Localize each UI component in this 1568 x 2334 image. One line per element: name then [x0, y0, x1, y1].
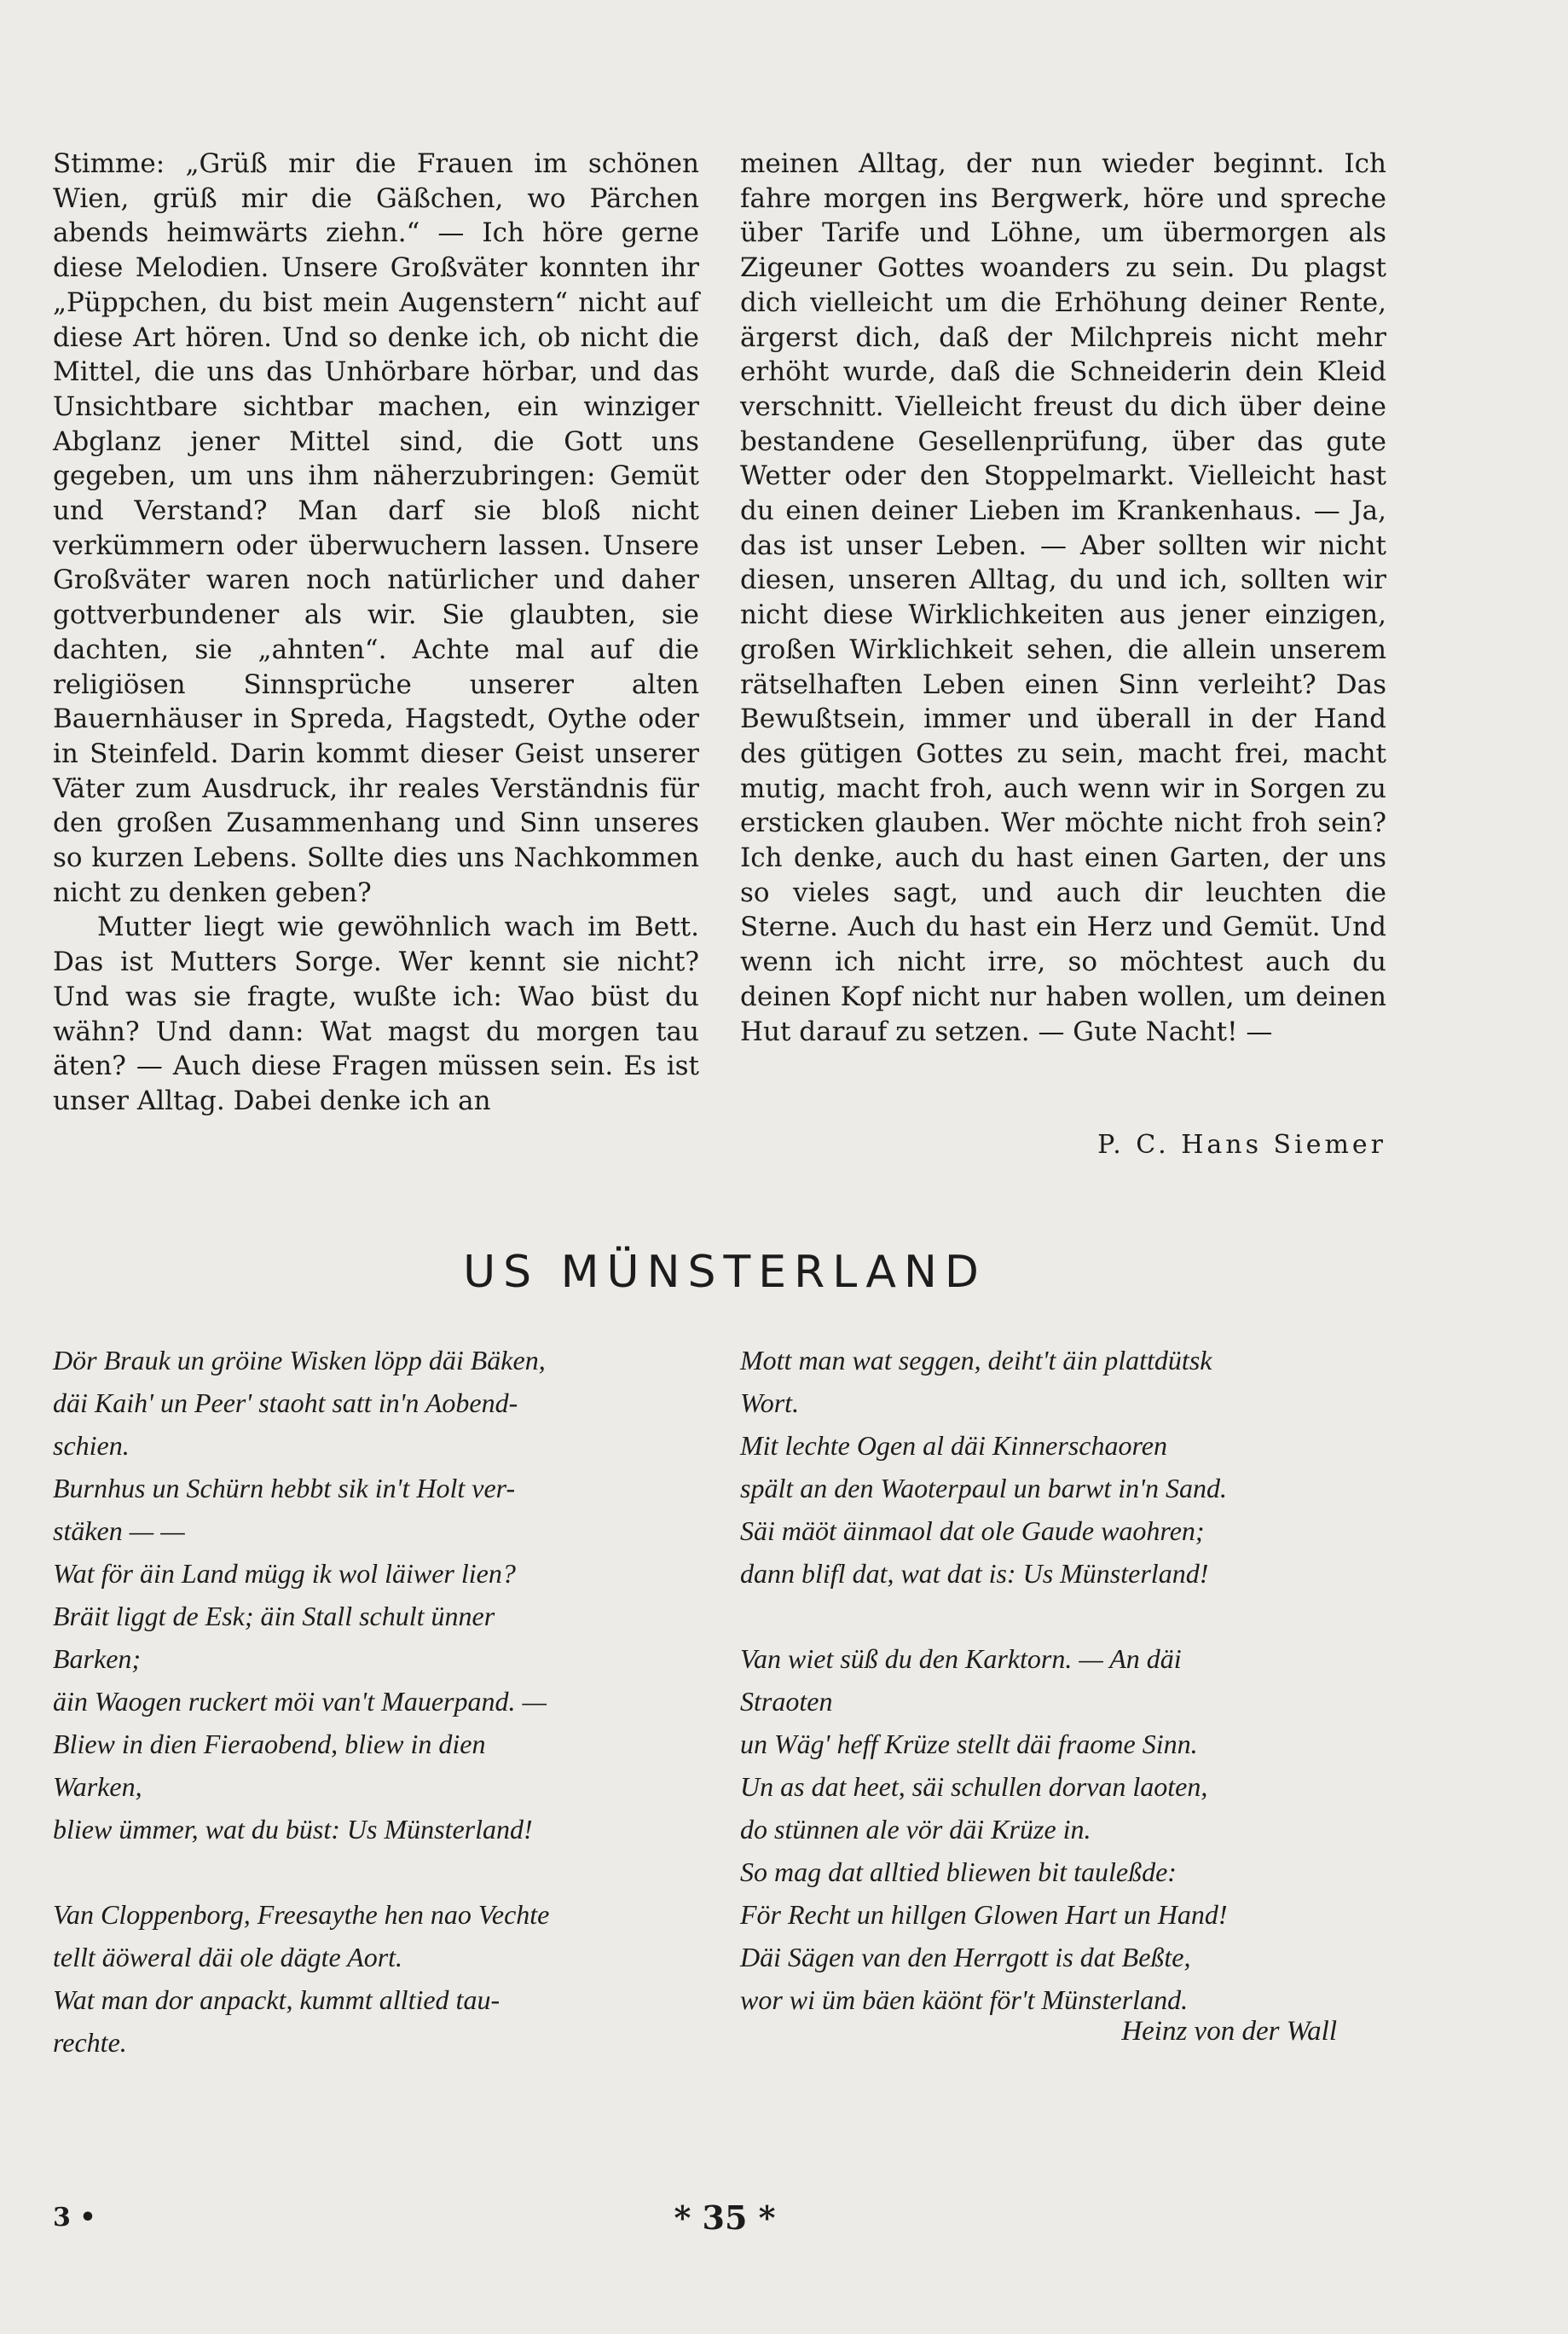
- page-number: * 35 *: [674, 2198, 776, 2237]
- poem-line: Un as dat heet, säi schullen dorvan laoten,: [740, 1771, 1208, 1802]
- article-paragraph: Mutter liegt wie gewöhnlich wach im Bett. Das ist Mutters Sorge. Wer kennt sie nicht? Und was sie fragte, wußte ich: Wao büst du wähn? Und dann: Wat magst du morgen tau äten? — Auch diese Fragen müssen sein. Es ist unser Alltag. Dabei denke ich an: [53, 912, 699, 1116]
- poem-stanza: [53, 1893, 699, 2064]
- article-paragraph: Stimme: „Grüß mir die Frauen im schönen Wien, grüß mir die Gäßchen, wo Pärchen abends heimwärts ziehn.“ — Ich höre gerne diese Melodien. Unsere Großväter konnten ihr „Püppchen, du bist mein Augenstern“ nicht auf diese Art hören. Und so denke ich, ob nicht die Mittel, die uns das Unhörbare hörbar, und das Unsichtbare sichtbar machen, ein winziger Abglanz jener Mittel sind, die Gott uns gegeben, um uns ihm näherzubringen: Gemüt und Verstand? Man darf sie bloß nicht verkümmern oder überwuchern lassen. Unsere Großväter waren noch natürlicher und daher gottverbundener als wir. Sie glaubten, sie dachten, sie „ahnten“. Achte mal auf die religiösen Sinnsprüche unserer alten Bauernhäuser in Spreda, Hagstedt, Oythe oder in Steinfeld. Darin kommt dieser Geist unserer Väter zum Ausdruck, ihr reales Verständnis für den großen Zusammenhang und Sinn unseres so kurzen Lebens. Sollte dies uns Nachkommen nicht zu denken geben?: [53, 148, 699, 908]
- poem-left-column: [53, 1339, 699, 2106]
- poem-line: Wat man dor anpackt, kummt alltied tau-: [53, 1984, 500, 2015]
- poem-stanza: [740, 1637, 1386, 2021]
- poem-line: Bräit liggt de Esk; äin Stall schult ünner: [53, 1601, 495, 1631]
- poem-title: US MÜNSTERLAND: [463, 1247, 987, 1298]
- poem-line: stäken — —: [53, 1515, 185, 1546]
- article-left-column: [53, 147, 699, 1119]
- poem-line: äin Waogen ruckert möi van't Mauerpand. —: [53, 1686, 547, 1717]
- poem-line: däi Kaih' un Peer' staoht satt in'n Aobend-: [53, 1387, 518, 1418]
- poem-line: Barken;: [53, 1643, 142, 1674]
- poem-line: Däi Sägen van den Herrgott is dat Beßte,: [740, 1942, 1191, 1972]
- article-paragraph: meinen Alltag, der nun wieder beginnt. Ich fahre morgen ins Bergwerk, höre und spreche über Tarife und Löhne, um übermorgen als Zigeuner Gottes woanders zu sein. Du plagst dich vielleicht um die Erhöhung deiner Rente, ärgerst dich, daß der Milchpreis nicht mehr erhöht wurde, daß die Schneiderin dein Kleid verschnitt. Vielleicht freust du dich über deine bestandene Gesellenprüfung, über das gute Wetter oder den Stoppelmarkt. Vielleicht hast du einen deiner Lieben im Krankenhaus. — Ja, das ist unser Leben. — Aber sollten wir nicht diesen, unseren Alltag, du und ich, sollten wir nicht diese Wirklichkeiten aus jener einzigen, großen Wirklichkeit sehen, die allein unserem rätselhaften Leben einen Sinn verleiht? Das Bewußtsein, immer und überall in der Hand des gütigen Gottes zu sein, macht frei, macht mutig, macht froh, auch wenn wir in Sorgen zu ersticken glauben. Wer möchte nicht froh sein? Ich denke, auch du hast einen Garten, der uns so vieles sagt, und auch dir leuchten die Sterne. Auch du hast ein Herz und Gemüt. Und wenn ich nicht irre, so möchtest auch du deinen Kopf nicht nur haben wollen, um deinen Hut darauf zu setzen. — Gute Nacht! —: [740, 148, 1386, 1047]
- poem-line: Wort.: [740, 1387, 800, 1418]
- poem-right-column: [740, 1339, 1386, 2064]
- poem-line: un Wäg' heff Krüze stellt däi fraome Sinn.: [740, 1729, 1198, 1759]
- poem-line: So mag dat alltied bliewen bit tauleßde:: [740, 1856, 1177, 1887]
- poem-line: Van Cloppenborg, Freesaythe hen nao Vechte: [53, 1899, 550, 1930]
- poem-line: Warken,: [53, 1771, 142, 1802]
- poem-line: För Recht un hillgen Glowen Hart un Hand!: [740, 1899, 1228, 1930]
- poem-line: tellt äöweral däi ole dägte Aort.: [53, 1942, 403, 1972]
- poem-line: Van wiet süß du den Karktorn. — An däi: [740, 1643, 1182, 1674]
- article-right-column: [740, 147, 1386, 1049]
- poem-line: schien.: [53, 1430, 130, 1461]
- poem-line: Säi mäöt äinmaol dat ole Gaude waohren;: [740, 1515, 1205, 1546]
- signature-mark: 3 •: [53, 2203, 96, 2233]
- poem-line: Bliew in dien Fieraobend, bliew in dien: [53, 1729, 486, 1759]
- poem-line: Burnhus un Schürn hebbt sik in't Holt ver-: [53, 1473, 516, 1503]
- article-signature: P. C. Hans Siemer: [1097, 1130, 1386, 1160]
- poem-line: rechte.: [53, 2027, 127, 2058]
- poem-line: dann blifl dat, wat dat is: Us Münsterland!: [740, 1558, 1209, 1589]
- poem-line: Mott man wat seggen, deiht't äin plattdütsk: [740, 1345, 1212, 1375]
- poem-line: Mit lechte Ogen al däi Kinnerschaoren: [740, 1430, 1167, 1461]
- poem-stanza: [740, 1339, 1386, 1595]
- poem-line: spält an den Waoterpaul un barwt in'n Sand.: [740, 1473, 1228, 1503]
- poem-line: Wat för äin Land mügg ik wol läiwer lien?: [53, 1558, 516, 1589]
- poem-line: Straoten: [740, 1686, 833, 1717]
- poem-line: Dör Brauk un gröine Wisken löpp däi Bäken,: [53, 1345, 546, 1375]
- poem-line: wor wi üm bäen käönt för't Münsterland.: [740, 1984, 1189, 2015]
- poem-line: bliew ümmer, wat du büst: Us Münsterland!: [53, 1814, 533, 1845]
- poem-author: Heinz von der Wall: [1121, 2016, 1337, 2047]
- poem-line: do stünnen ale vör däi Krüze in.: [740, 1814, 1091, 1845]
- poem-stanza: [53, 1339, 699, 1850]
